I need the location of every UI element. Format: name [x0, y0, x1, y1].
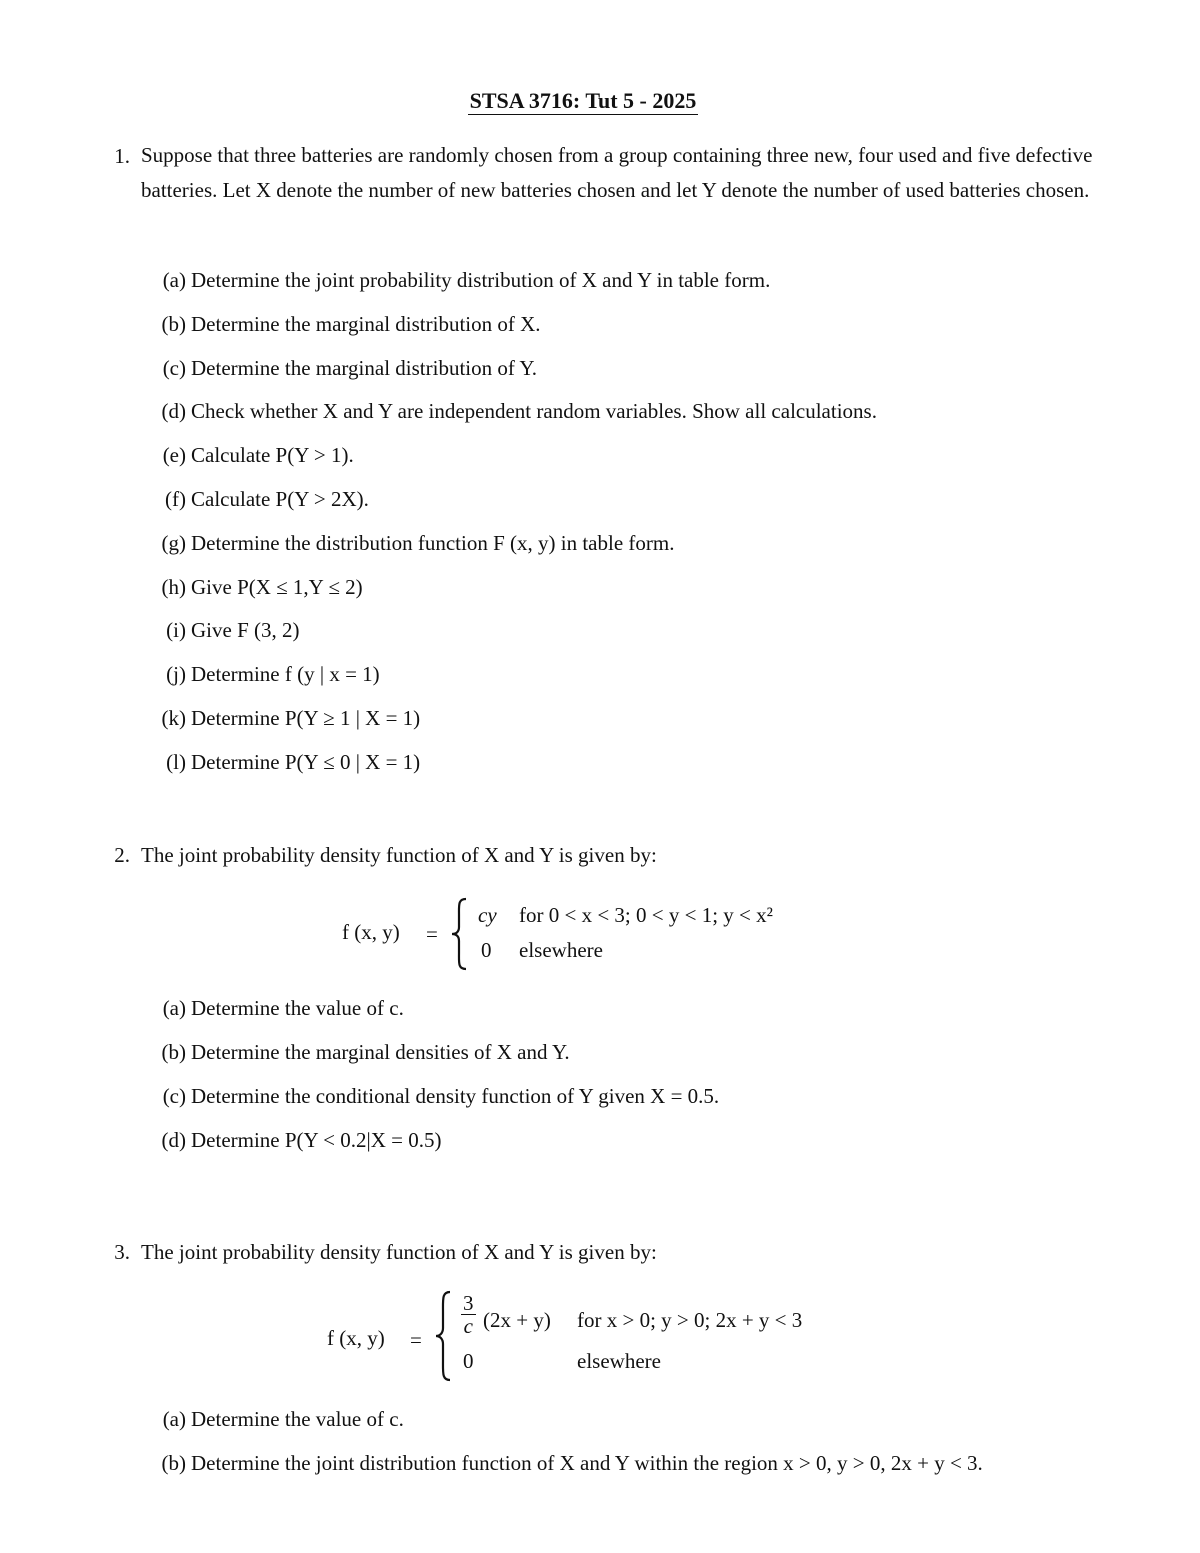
q2-brace-icon	[450, 897, 470, 971]
q3-case2-expression: 0	[463, 1349, 474, 1373]
q2-part-label: (d)	[161, 1128, 186, 1152]
q1-part-text: Determine P(Y ≥ 1 | X = 1)	[191, 706, 421, 730]
q1-part-text: Determine f (y | x = 1)	[191, 662, 380, 686]
page-title	[0, 88, 1166, 114]
q2-case2-condition: elsewhere	[519, 938, 603, 962]
q1-part-text: Determine the marginal distribution of X.	[191, 312, 541, 336]
q3-case1-condition: for x > 0; y > 0; 2x + y < 3	[577, 1308, 803, 1332]
q1-part-text: Determine the joint probability distribution of X and Y in table form.	[191, 268, 771, 292]
q3-case1-expression: (2x + y)	[483, 1308, 551, 1332]
question-2-text: The joint probability density function of X and Y is given by:	[141, 843, 657, 867]
q3-equation-lhs: f (x, y)	[327, 1326, 385, 1350]
q2-part-label: (c)	[162, 1084, 186, 1108]
q1-part-text: Determine the distribution function F (x, y) in table form.	[191, 531, 675, 555]
q2-case1-condition: for 0 < x < 3; 0 < y < 1; y < x²	[519, 903, 773, 927]
question-3-text: The joint probability density function of X and Y is given by:	[141, 1240, 657, 1264]
question-1-text: Suppose that three batteries are randomly chosen from a group containing three new, four used and five defective batteries. Let X denote the number of new batteries chosen and let Y denote the number of used batteries chosen.	[141, 143, 1093, 202]
q1-part-text: Calculate P(Y > 2X).	[191, 487, 369, 511]
q1-part-label: (k)	[161, 706, 186, 730]
question-2-number: 2.	[114, 843, 130, 867]
q1-part-label: (a)	[162, 268, 186, 292]
q2-part-text: Determine the conditional density function of Y given X = 0.5.	[191, 1084, 720, 1108]
q1-part-label: (d)	[161, 399, 186, 423]
q2-case2-expression: 0	[481, 938, 492, 962]
page-title-text: STSA 3716: Tut 5 - 2025	[469, 88, 697, 113]
q3-part-label: (b)	[161, 1451, 186, 1475]
q3-fraction	[461, 1292, 476, 1337]
q1-part-label: (l)	[166, 750, 186, 774]
q2-case1-expression: cy	[478, 903, 497, 927]
q1-part-text: Check whether X and Y are independent random variables. Show all calculations.	[191, 399, 877, 423]
q1-part-text: Determine the marginal distribution of Y.	[191, 356, 538, 380]
q2-equation-equals: =	[426, 922, 438, 946]
q3-brace-icon	[434, 1290, 454, 1382]
q2-equation-lhs: f (x, y)	[342, 920, 400, 944]
q3-fraction-numerator: 3	[463, 1291, 474, 1315]
q1-part-label: (i)	[166, 618, 186, 642]
q1-part-label: (b)	[161, 312, 186, 336]
q1-part-text: Calculate P(Y > 1).	[191, 443, 354, 467]
q2-part-text: Determine the marginal densities of X and Y.	[191, 1040, 570, 1064]
q2-part-text: Determine P(Y < 0.2|X = 0.5)	[191, 1128, 442, 1152]
q2-part-label: (b)	[161, 1040, 186, 1064]
q3-part-text: Determine the value of c.	[191, 1407, 404, 1431]
q1-part-label: (e)	[162, 443, 186, 467]
q2-part-text: Determine the value of c.	[191, 996, 404, 1020]
q1-part-text: Give F (3, 2)	[191, 618, 300, 642]
q1-part-text: Give P(X ≤ 1,Y ≤ 2)	[191, 575, 363, 599]
q1-part-label: (g)	[161, 531, 186, 555]
q1-part-label: (j)	[166, 662, 186, 686]
q3-fraction-denominator: c	[463, 1314, 473, 1338]
q2-part-label: (a)	[162, 996, 186, 1020]
q1-part-text: Determine P(Y ≤ 0 | X = 1)	[191, 750, 421, 774]
question-1-number: 1.	[114, 144, 130, 168]
q3-part-label: (a)	[162, 1407, 186, 1431]
q1-part-label: (h)	[161, 575, 186, 599]
q1-part-label: (c)	[162, 356, 186, 380]
q3-equation-equals: =	[410, 1328, 422, 1352]
question-3-number: 3.	[114, 1240, 130, 1264]
q3-part-text: Determine the joint distribution function of X and Y within the region x > 0, y > 0, 2x + y < 3.	[191, 1451, 983, 1475]
q3-case2-condition: elsewhere	[577, 1349, 661, 1373]
q1-part-label: (f)	[165, 487, 186, 511]
